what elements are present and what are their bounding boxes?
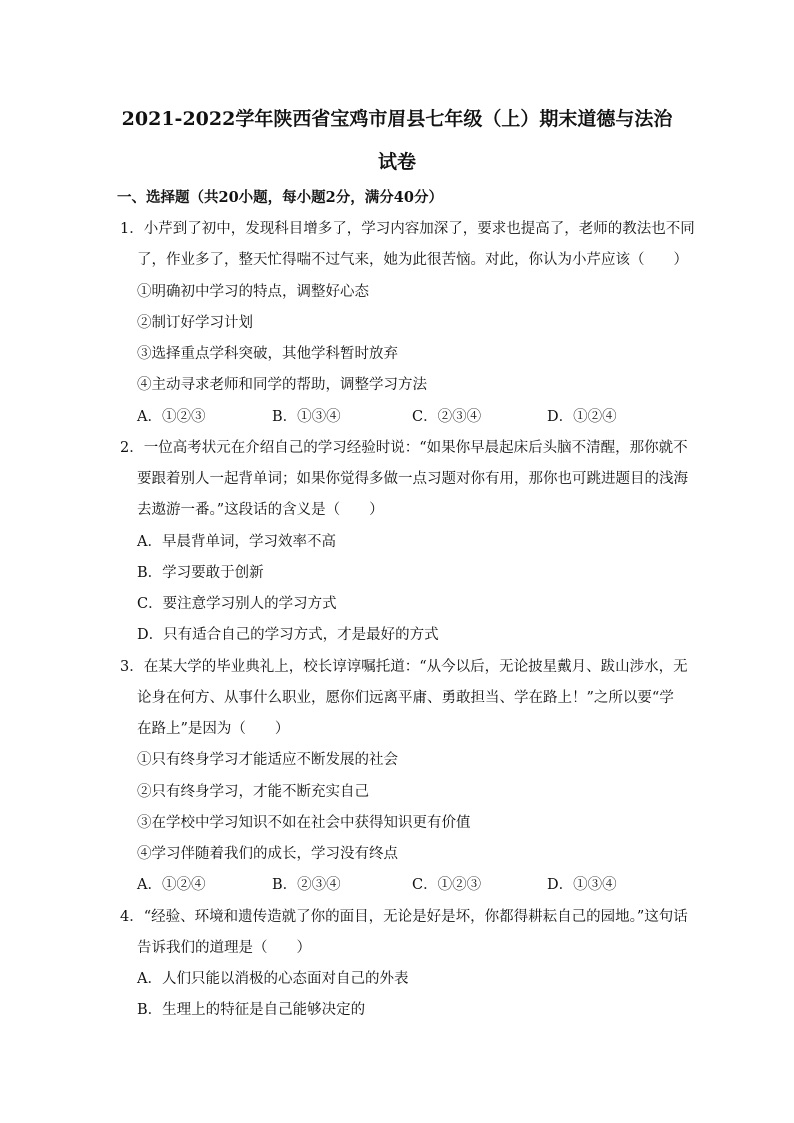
q1-statement-2: ②制订好学习计划 [137,315,253,331]
q1-option-d[interactable]: D．①②④ [547,409,617,425]
q1-statement-3: ③选择重点学科突破，其他学科暂时放弃 [137,346,398,362]
q1-option-a[interactable]: A．①②③ [137,409,206,425]
q3-option-a[interactable]: A．①②④ [137,877,206,893]
q4-option-a[interactable]: A．人们只能以消极的心态面对自己的外表 [137,971,409,987]
q3-option-d[interactable]: D．①③④ [547,877,617,893]
q1-statement-1: ①明确初中学习的特点，调整好心态 [137,284,369,300]
q3-stem-line2: 论身在何方、从事什么职业，愿你们远离平庸、勇敢担当、学在路上！”之所以要“学 [137,690,674,706]
exam-title-line1: 2021-2022学年陕西省宝鸡市眉县七年级（上）期末道德与法治 [121,108,673,130]
q3-stem-line1: 3．在某大学的毕业典礼上，校长谆谆嘱托道：“从今以后，无论披星戴月、跋山涉水，无 [120,659,688,675]
q2-option-a[interactable]: A．早晨背单词，学习效率不高 [137,534,336,550]
q3-option-b[interactable]: B．②③④ [272,877,341,893]
q4-option-b[interactable]: B．生理上的特征是自己能够决定的 [137,1002,366,1018]
q1-statement-4: ④主动寻求老师和同学的帮助，调整学习方法 [137,377,427,393]
q2-option-b[interactable]: B．学习要敢于创新 [137,565,264,581]
q3-option-c[interactable]: C．①②③ [412,877,482,893]
q1-option-b[interactable]: B．①③④ [272,409,341,425]
q3-statement-2: ②只有终身学习，才能不断充实自己 [137,784,369,800]
q1-option-c[interactable]: C．②③④ [412,409,482,425]
q2-stem-line3: 去遨游一番。”这段话的含义是（ ） [137,502,384,518]
q3-statement-4: ④学习伴随着我们的成长，学习没有终点 [137,846,398,862]
q1-stem-line2: 了，作业多了，整天忙得喘不过气来，她为此很苦恼。对此，你认为小芹应该（ ） [137,252,688,268]
q3-stem-line3: 在路上”是因为（ ） [137,721,290,737]
q1-stem-line1: 1．小芹到了初中，发现科目增多了，学习内容加深了，要求也提高了，老师的教法也不同 [120,221,695,237]
q4-stem-line2: 告诉我们的道理是（ ） [137,940,311,956]
section-heading: 一、选择题（共20小题，每小题2分，满分40分） [117,189,443,206]
q2-option-d[interactable]: D．只有适合自己的学习方式，才是最好的方式 [137,627,439,643]
q2-stem-line1: 2．一位高考状元在介绍自己的学习经验时说：“如果你早晨起床后头脑不清醒，那你就不 [120,440,688,456]
exam-title-line2: 试卷 [377,151,416,173]
q3-statement-3: ③在学校中学习知识不如在社会中获得知识更有价值 [137,815,471,831]
q2-option-c[interactable]: C．要注意学习别人的学习方式 [137,596,337,612]
q2-stem-line2: 要跟着别人一起背单词；如果你觉得多做一点习题对你有用，那你也可跳进题目的浅海 [137,471,688,487]
q3-statement-1: ①只有终身学习才能适应不断发展的社会 [137,752,398,768]
q4-stem-line1: 4．“经验、环境和遗传造就了你的面目，无论是好是坏，你都得耕耘自己的园地。”这句话 [120,909,688,925]
